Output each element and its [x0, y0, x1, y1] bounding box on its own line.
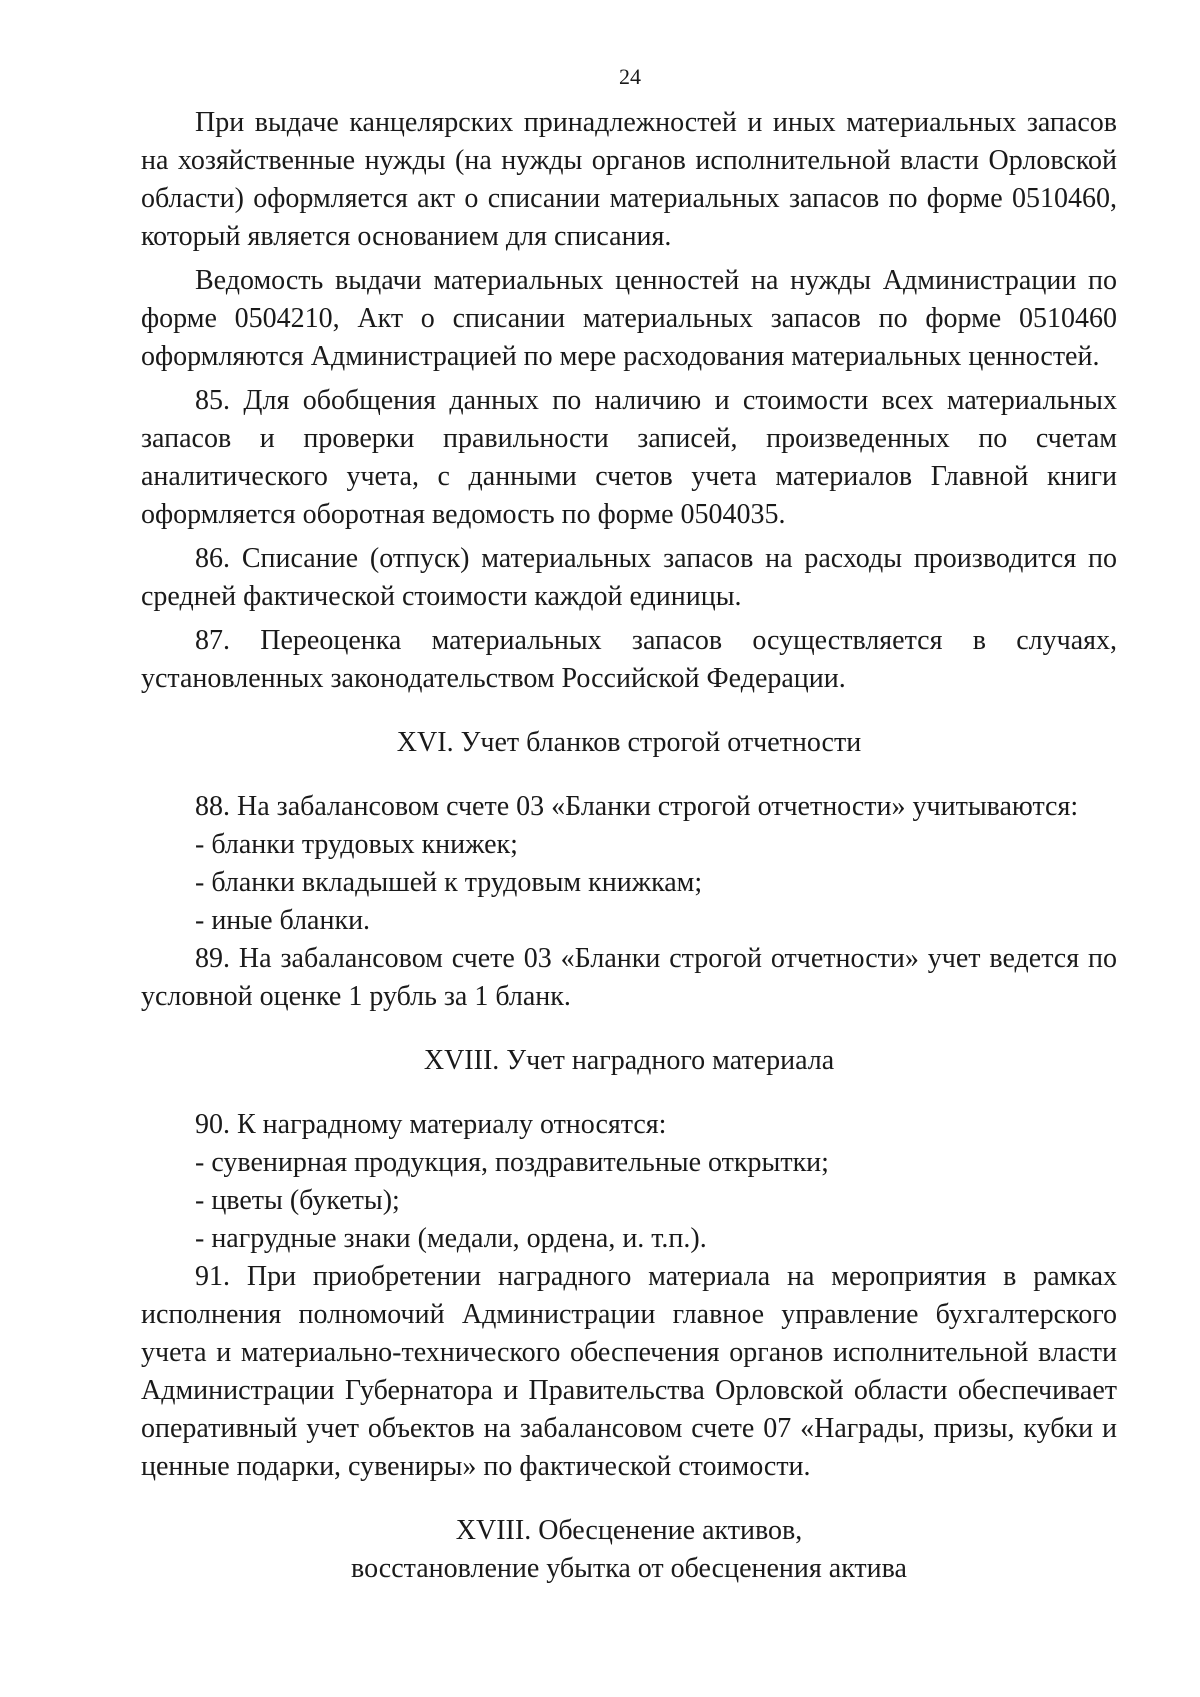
document-body	[141, 104, 1117, 1588]
section-heading-impairment-line2: восстановление убытка от обесценения актива	[351, 1553, 907, 1584]
list-item: - бланки вкладышей к трудовым книжкам;	[195, 867, 703, 898]
paragraph-91: 91. При приобретении наградного материала на мероприятия в рамках исполнения полномочий Администрации главное управление бухгалтерского учета и материально-технического обеспечения органов исполнительной власти Администрации Губернатора и Правительства Орловской области обеспечивает оперативный учет объектов на забалансовом счете 07 «Награды, призы, кубки и ценные подарки, сувениры» по фактической стоимости.	[141, 1261, 1117, 1482]
paragraph-87: 87. Переоценка материальных запасов осуществляется в случаях, установленных законодательством Российской Федерации.	[141, 625, 1117, 694]
list-item: - цветы (букеты);	[195, 1185, 400, 1216]
section-heading-strict-forms: XVI. Учет бланков строгой отчетности	[396, 727, 862, 758]
paragraph-office-supplies: При выдаче канцелярских принадлежностей и иных материальных запасов на хозяйственные нужды (на нужды органов исполнительной власти Орловской области) оформляется акт о списании материальных запасов по форме 0510460, который является основанием для списания.	[141, 107, 1117, 252]
list-item: - иные бланки.	[195, 905, 371, 936]
paragraph-issue-statement: Ведомость выдачи материальных ценностей на нужды Администрации по форме 0504210, Акт о списании материальных запасов по форме 0510460 оформляются Администрацией по мере расходования материальных ценностей.	[141, 265, 1117, 372]
paragraph-88: 88. На забалансовом счете 03 «Бланки строгой отчетности» учитываются:	[195, 791, 1079, 822]
paragraph-89: 89. На забалансовом счете 03 «Бланки строгой отчетности» учет ведется по условной оценке 1 рубль за 1 бланк.	[141, 943, 1117, 1012]
page-number: 24	[619, 64, 641, 89]
section-heading-block	[141, 724, 1117, 762]
list-item: - бланки трудовых книжек;	[195, 829, 518, 860]
list-item: - сувенирная продукция, поздравительные открытки;	[195, 1147, 829, 1178]
list-item: - нагрудные знаки (медали, ордена, и. т.п.).	[195, 1223, 707, 1254]
paragraph-85: 85. Для обобщения данных по наличию и стоимости всех материальных запасов и проверки правильности записей, произведенных по счетам аналитического учета, с данными счетов учета материалов Главной книги оформляется оборотная ведомость по форме 0504035.	[141, 385, 1117, 530]
section-heading-impairment-line1: XVIII. Обесценение активов,	[455, 1515, 803, 1546]
paragraph-90: 90. К наградному материалу относятся:	[195, 1109, 667, 1140]
paragraph-86: 86. Списание (отпуск) материальных запасов на расходы производится по средней фактической стоимости каждой единицы.	[141, 543, 1117, 612]
section-heading-block	[141, 1512, 1117, 1588]
section-heading-award-material: XVIII. Учет наградного материала	[423, 1045, 835, 1076]
section-heading-block	[141, 1042, 1117, 1080]
